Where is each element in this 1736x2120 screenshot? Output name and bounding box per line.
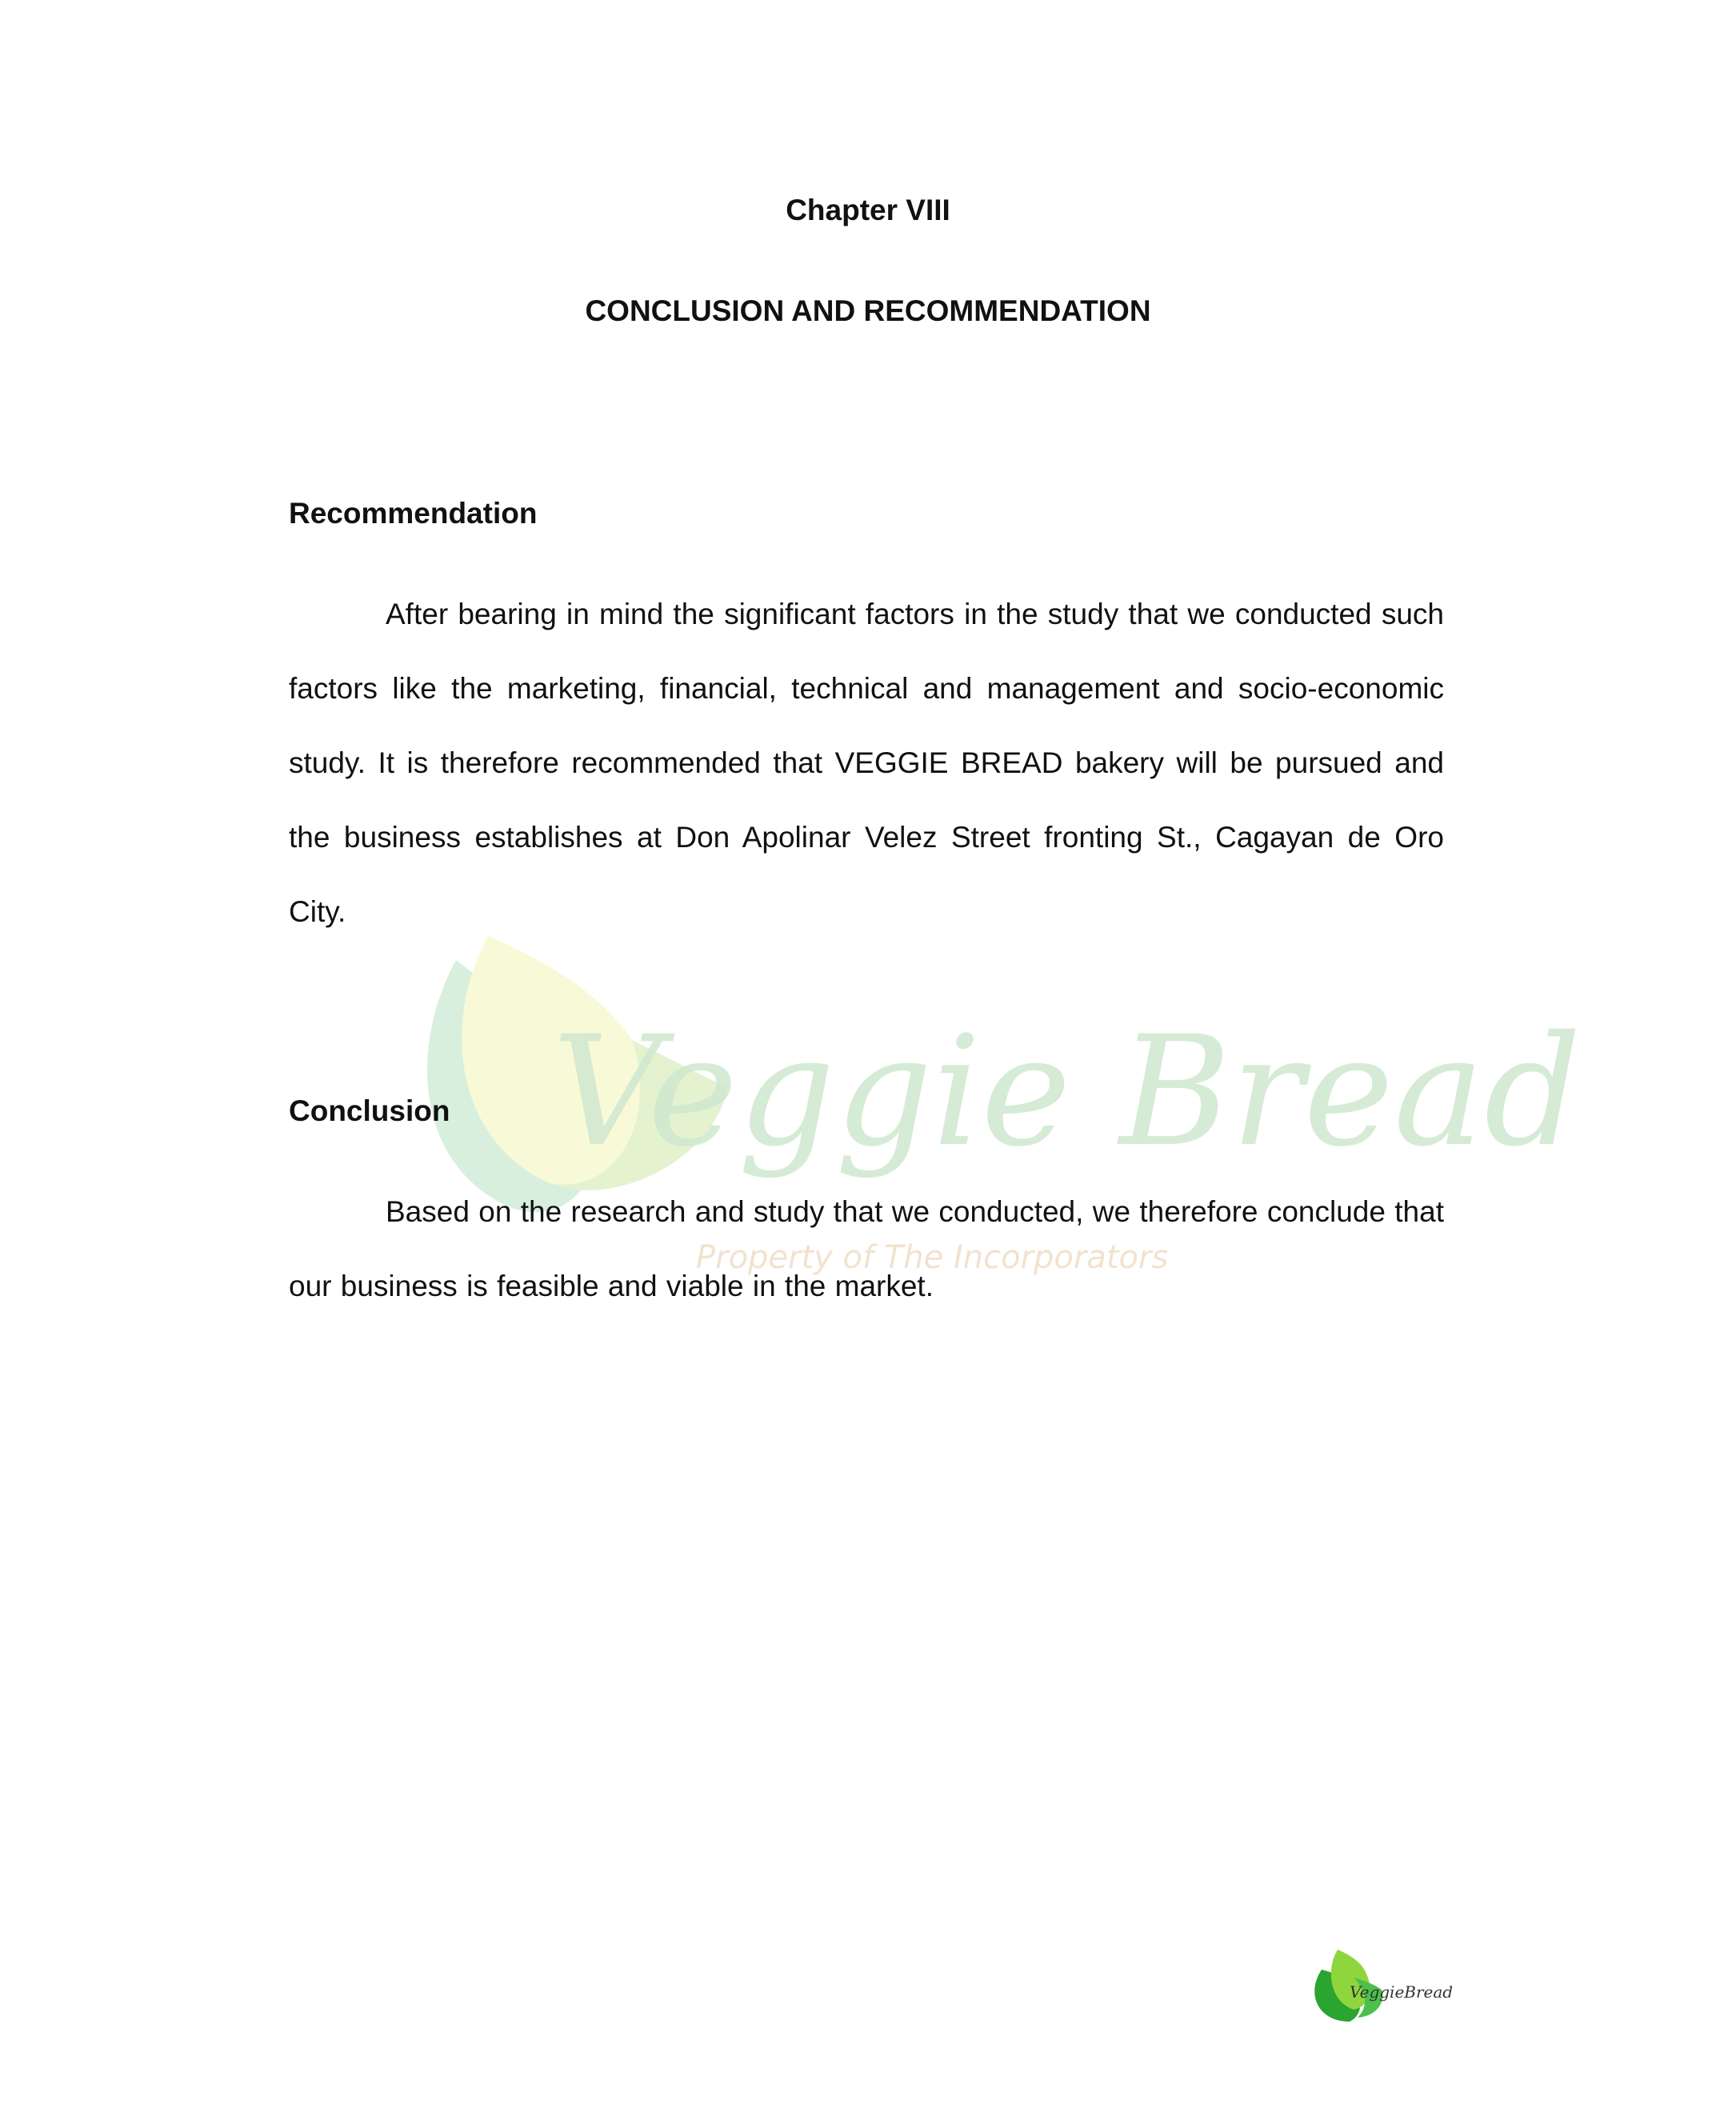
conclusion-heading: Conclusion [289,1094,450,1127]
conclusion-paragraph: Based on the research and study that we conducted, we therefore conclude that our business is feasible and viable in the market. [289,1195,1444,1302]
watermark-tagline-text: Property of The Incorporators [696,1239,1169,1276]
watermark-script-text: Veggie Bread [552,1003,1582,1180]
chapter-title-heading: CONCLUSION AND RECOMMENDATION [585,294,1151,327]
recommendation-heading: Recommendation [289,497,538,530]
chapter-number-heading: Chapter VIII [786,194,950,226]
footer-veggie-bread-logo [1306,1946,1454,2026]
recommendation-paragraph: After bearing in mind the significant factors in the study that we conducted such factors like the marketing, financial, technical and management and socio-economic study. It is therefore recommended that VEGGIE BREAD bakery will be pursued and the business establishes at Don Apolinar Velez Street fronting St., Cagayan de Oro City. [289,598,1444,928]
footer-logo-text: VeggieBread [1350,1982,1454,2002]
